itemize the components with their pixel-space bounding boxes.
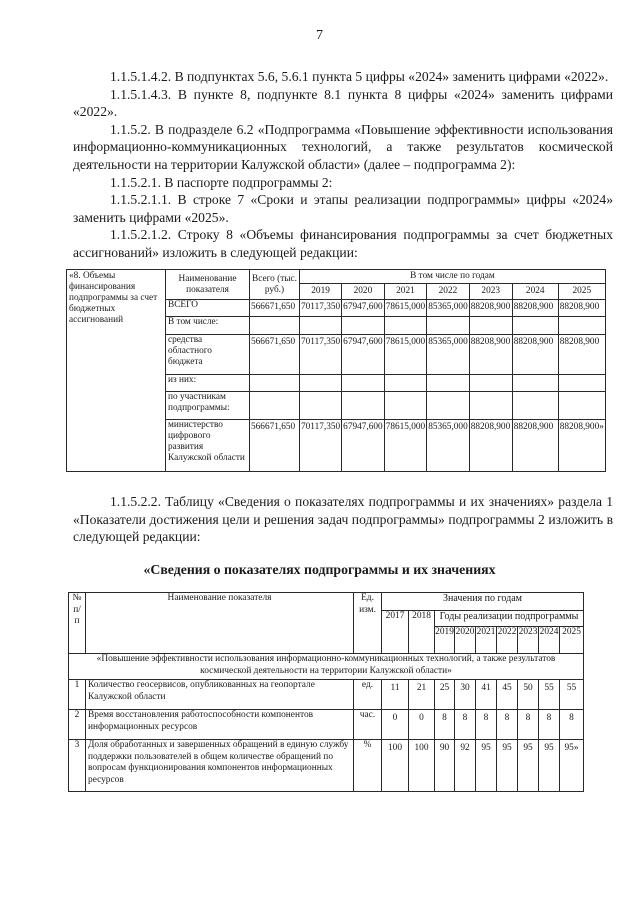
- row-name: Количество геосервисов, опубликованных на геопортале Калужской области: [86, 680, 354, 710]
- cell: 88208,900: [469, 335, 512, 375]
- cell: 78615,000: [384, 420, 427, 472]
- cell: 8: [539, 710, 560, 740]
- header-year: 2022: [427, 284, 470, 300]
- cell: 85365,000: [427, 335, 470, 375]
- header-year: 2025: [558, 284, 605, 300]
- header-impl-group: Годы реализации подпрограммы: [435, 611, 584, 627]
- paragraph: 1.1.5.1.4.3. В пункте 8, подпункте 8.1 пункта 8 цифры «2024» заменить цифрами «2022».: [73, 86, 613, 120]
- cell: 88208,900: [469, 420, 512, 472]
- cell: 88208,900: [512, 335, 558, 375]
- paragraph: 1.1.5.2.1.2. Строку 8 «Объемы финансирования подпрограммы за счет бюджетных ассигнований» изложить в следующей редакции:: [73, 227, 613, 260]
- row-name: В том числе:: [166, 317, 250, 335]
- cell: 95: [518, 740, 539, 792]
- header-year: 2019: [435, 627, 455, 654]
- cell: 70117,350: [300, 420, 342, 472]
- cell: 55: [539, 680, 560, 710]
- body-text-middle: [73, 493, 613, 546]
- cell: 45: [497, 680, 518, 710]
- row-num: 1: [69, 680, 86, 710]
- cell: 88208,900: [512, 420, 558, 472]
- paragraph: 1.1.5.2.2. Таблицу «Сведения о показателях подпрограммы и их значениях» раздела 1 «Показатели достижения цели и решения задач подпрограммы» подпрограммы 2 изложить в следующей редакции:: [73, 494, 613, 545]
- section-row: «Повышение эффективности использования информационно-коммуникационных технологий, а также результатов космической деятельности на территории Калужской области»: [69, 654, 584, 680]
- header-year: 2022: [497, 627, 518, 654]
- cell: 21: [409, 680, 435, 710]
- table-row: [69, 680, 584, 710]
- row-name: министерство цифрового развития Калужской области: [166, 420, 250, 472]
- row-name: ВСЕГО: [166, 300, 250, 317]
- cell: 55: [560, 680, 584, 710]
- header-name: Наименование показателя: [86, 593, 354, 654]
- cell: 88208,900: [558, 335, 605, 375]
- cell: 88208,900: [469, 300, 512, 317]
- header-year: 2020: [342, 284, 385, 300]
- header-year: 2024: [539, 627, 560, 654]
- header-unit: Ед. изм.: [354, 593, 382, 654]
- paragraph: 1.1.5.2.1. В паспорте подпрограммы 2:: [110, 174, 333, 190]
- cell: 70117,350: [300, 300, 342, 317]
- cell: 100: [382, 740, 409, 792]
- row-unit: ед.: [354, 680, 382, 710]
- header-year: 2021: [384, 284, 427, 300]
- cell: 8: [497, 710, 518, 740]
- row-name: Доля обработанных и завершенных обращений в единую службу поддержки пользователей в общем количестве обращений по вопросам функционирования компонентов информационных ресурсов: [86, 740, 354, 792]
- header-year: 2018: [409, 611, 435, 654]
- cell: 78615,000: [384, 300, 427, 317]
- cell: 95: [497, 740, 518, 792]
- cell: 8: [476, 710, 497, 740]
- row-unit: %: [354, 740, 382, 792]
- row-name: средства областного бюджета: [166, 335, 250, 375]
- cell: 92: [455, 740, 476, 792]
- cell: 8: [560, 710, 584, 740]
- cell: 41: [476, 680, 497, 710]
- row-label-cell: «8. Объемы финансирования подпрограммы за счет бюджетных ассигнований: [67, 270, 166, 472]
- row-total: 566671,650: [250, 420, 300, 472]
- header-year: 2025: [560, 627, 584, 654]
- header-values-group: Значения по годам: [382, 593, 584, 611]
- cell: 11: [382, 680, 409, 710]
- table-row: [69, 710, 584, 740]
- financing-table: [66, 269, 606, 472]
- paragraph: 1.1.5.1.4.2. В подпунктах 5.6, 5.6.1 пункта 5 цифры «2024» заменить цифрами «2022».: [110, 69, 609, 84]
- body-text-top: [73, 68, 613, 262]
- cell: 0: [382, 710, 409, 740]
- row-name: из них:: [166, 375, 250, 392]
- cell: 25: [435, 680, 455, 710]
- cell: 85365,000: [427, 420, 470, 472]
- paragraph: 1.1.5.2.1.1. В строке 7 «Сроки и этапы реализации подпрограммы» цифры «2024» заменить цифрами «2025».: [73, 192, 613, 225]
- row-total: 566671,650: [250, 335, 300, 375]
- row-num: 3: [69, 740, 86, 792]
- header-year: 2017: [382, 611, 409, 654]
- cell: 30: [455, 680, 476, 710]
- cell: 67947,600: [342, 420, 385, 472]
- table-row: [69, 740, 584, 792]
- cell: 95: [476, 740, 497, 792]
- cell: 78615,000: [384, 335, 427, 375]
- header-year: 2021: [476, 627, 497, 654]
- cell: 0: [409, 710, 435, 740]
- cell: 90: [435, 740, 455, 792]
- cell: 8: [455, 710, 476, 740]
- cell: 95: [539, 740, 560, 792]
- cell: 8: [435, 710, 455, 740]
- row-name: Время восстановления работоспособности компонентов информационных ресурсов: [86, 710, 354, 740]
- header-num: № п/п: [69, 593, 86, 654]
- cell: 8: [518, 710, 539, 740]
- cell: 70117,350: [300, 335, 342, 375]
- cell: 67947,600: [342, 335, 385, 375]
- header-name: Наименование показателя: [166, 270, 250, 300]
- cell: 85365,000: [427, 300, 470, 317]
- indicators-table: [68, 592, 584, 792]
- row-unit: час.: [354, 710, 382, 740]
- cell: 100: [409, 740, 435, 792]
- header-year: 2019: [300, 284, 342, 300]
- cell: 88208,900»: [558, 420, 605, 472]
- header-year: 2023: [518, 627, 539, 654]
- header-year: 2020: [455, 627, 476, 654]
- indicators-table-title: «Сведения о показателях подпрограммы и их значениях: [143, 562, 496, 577]
- header-year: 2023: [469, 284, 512, 300]
- cell: 67947,600: [342, 300, 385, 317]
- row-num: 2: [69, 710, 86, 740]
- page-number: 7: [316, 28, 323, 43]
- header-year: 2024: [512, 284, 558, 300]
- paragraph: 1.1.5.2. В подразделе 6.2 «Подпрограмма «Повышение эффективности использования информационно-коммуникационных технологий, а также результатов космической деятельности на территории Калужской области» (далее – подпрограмма 2):: [73, 121, 613, 172]
- header-total: Всего (тыс. руб.): [250, 270, 300, 300]
- cell: 88208,900: [512, 300, 558, 317]
- cell: 50: [518, 680, 539, 710]
- cell: 88208,900: [558, 300, 605, 317]
- cell: 95»: [560, 740, 584, 792]
- header-years-group: В том числе по годам: [300, 270, 606, 284]
- row-name: по участникам подпрограммы:: [166, 392, 250, 420]
- row-total: 566671,650: [250, 300, 300, 317]
